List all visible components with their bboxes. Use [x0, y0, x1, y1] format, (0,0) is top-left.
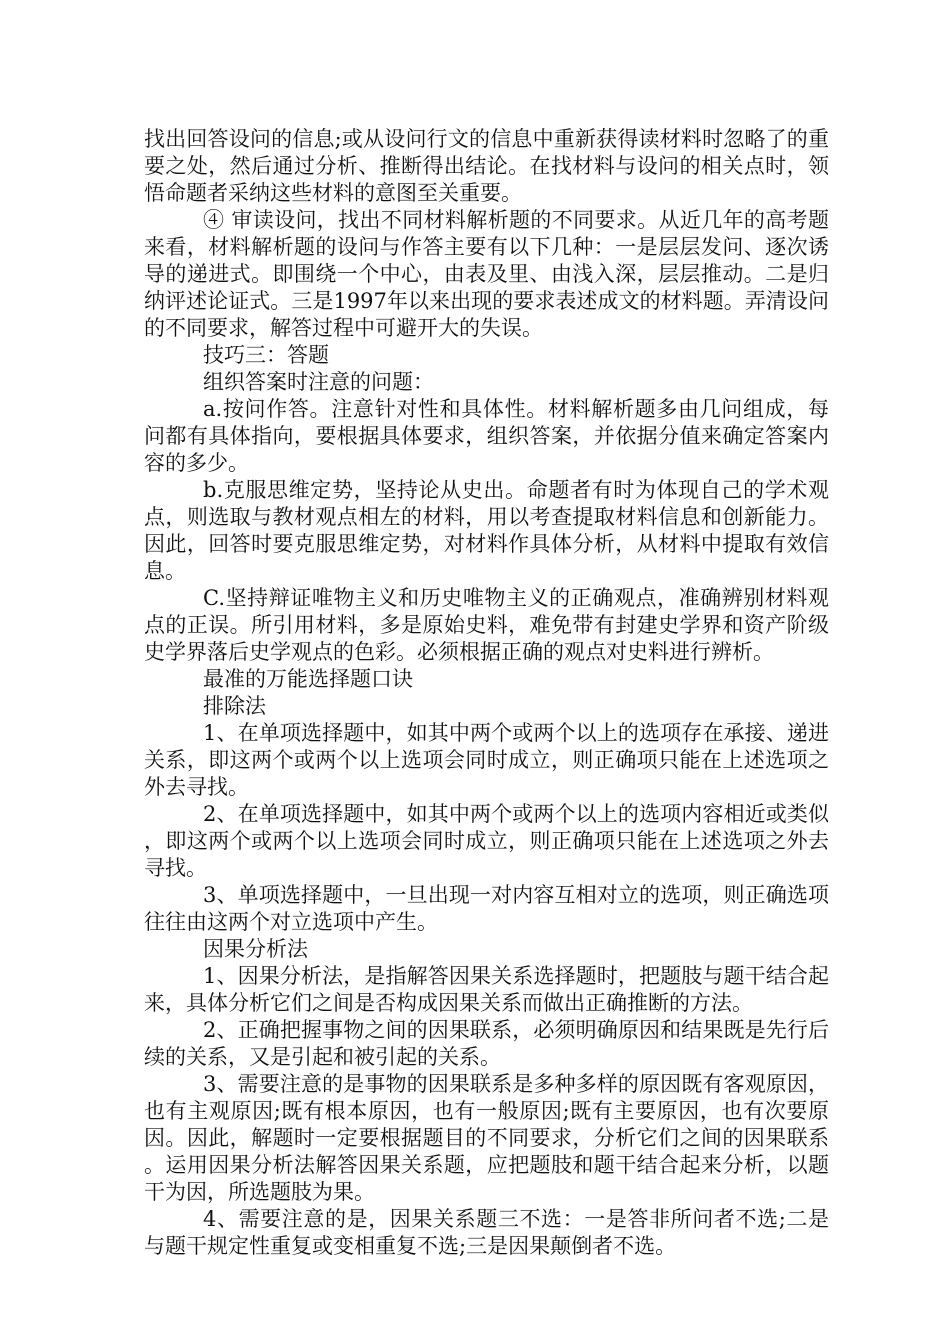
paragraph-point-a: a.按问作答。注意针对性和具体性。材料解析题多由几问组成，每问都有具体指向，要根据具体要求，组织答案，并依据分值来确定答案内容的多少。 — [144, 397, 829, 475]
paragraph-point-b: b.克服思维定势，坚持论从史出。命题者有时为体现自己的学术观点，则选取与教材观点相左的材料，用以考查提取材料信息和创新能力。因此，回答时要克服思维定势，对材料作具体分析，从材料中提取有效信息。 — [144, 478, 829, 583]
paragraph-causal-4: 4、需要注意的是，因果关系题三不选：一是答非所问者不选;二是与题干规定性重复或变相重复不选;三是因果颠倒者不选。 — [144, 1207, 829, 1258]
paragraph-point-c: C.坚持辩证唯物主义和历史唯物主义的正确观点，准确辨别材料观点的正误。所引用材料，多是原始史料，难免带有封建史学界和资产阶级史学界落后史学观点的色彩。必须根据正确的观点对史料进行辨析。 — [144, 586, 829, 664]
paragraph-elimination-2: 2、在单项选择题中，如其中两个或两个以上的选项内容相近或类似，即这两个或两个以上选项会同时成立，则正确项只能在上述选项之外去寻找。 — [144, 802, 829, 880]
document-body — [144, 126, 829, 1260]
heading-causal-analysis: 因果分析法 — [203, 937, 308, 961]
paragraph-elimination-1: 1、在单项选择题中，如其中两个或两个以上的选项存在承接、递进关系，即这两个或两个以上选项会同时成立，则正确项只能在上述选项之外去寻找。 — [144, 721, 829, 799]
heading-elimination-method: 排除法 — [203, 694, 266, 718]
paragraph-material-analysis-intro: 找出回答设问的信息;或从设问行文的信息中重新获得读材料时忽略了的重要之处，然后通过分析、推断得出结论。在找材料与设问的相关点时，领悟命题者采纳这些材料的意图至关重要。 — [144, 127, 829, 205]
paragraph-causal-3: 3、需要注意的是事物的因果联系是多种多样的原因既有客观原因，也有主观原因;既有根本原因，也有一般原因;既有主要原因，也有次要原因。因此，解题时一定要根据题目的不同要求，分析它们之间的因果联系。运用因果分析法解答因果关系题，应把题肢和题干结合起来分析，以题干为因，所选题肢为果。 — [144, 1072, 829, 1204]
heading-choice-tips: 最准的万能选择题口诀 — [203, 667, 413, 691]
paragraph-review-questions: ④ 审读设问，找出不同材料解析题的不同要求。从近几年的高考题来看，材料解析题的设问与作答主要有以下几种：一是层层发问、逐次诱导的递进式。即围绕一个中心，由表及里、由浅入深，层层推动。二是归纳评述论证式。三是1997年以来出现的要求表述成文的材料题。弄清设问的不同要求，解答过程中可避开大的失误。 — [144, 208, 829, 340]
paragraph-elimination-3: 3、单项选择题中，一旦出现一对内容互相对立的选项，则正确选项往往由这两个对立选项中产生。 — [144, 883, 829, 934]
paragraph-causal-1: 1、因果分析法，是指解答因果关系选择题时，把题肢与题干结合起来，具体分析它们之间是否构成因果关系而做出正确推断的方法。 — [144, 964, 829, 1015]
heading-answer-organization: 组织答案时注意的问题： — [203, 370, 434, 394]
heading-tip-three: 技巧三：答题 — [203, 343, 329, 367]
paragraph-causal-2: 2、正确把握事物之间的因果联系，必须明确原因和结果既是先行后续的关系，又是引起和被引起的关系。 — [144, 1018, 829, 1069]
